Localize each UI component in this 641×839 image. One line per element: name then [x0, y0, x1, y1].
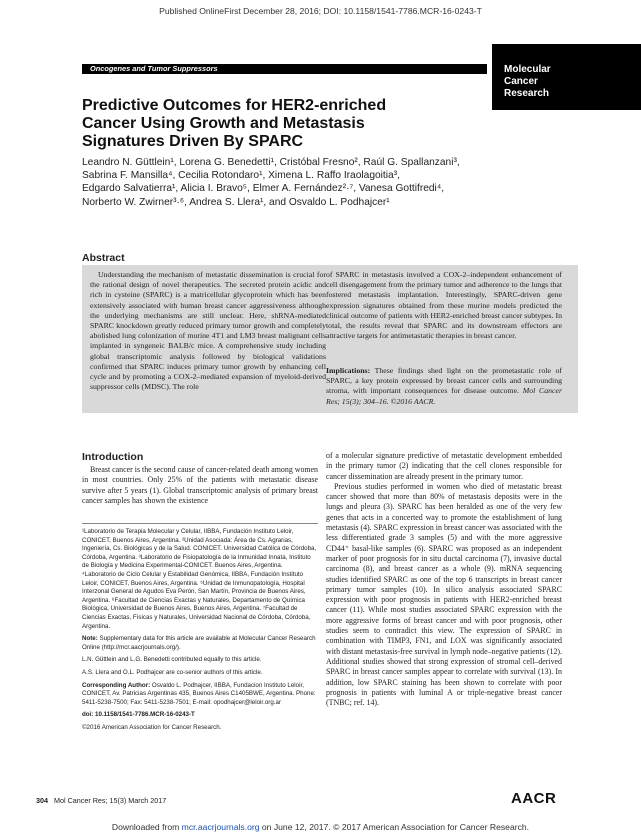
journal-logo-box	[492, 44, 641, 110]
abstract-heading: Abstract	[82, 252, 125, 264]
right-column-text	[326, 451, 562, 708]
download-banner	[0, 822, 641, 832]
download-suffix: on June 12, 2017. © 2017 American Association for Cancer Research.	[259, 822, 530, 832]
copyright-line: ©2016 American Association for Cancer Research.	[82, 723, 222, 731]
introduction-heading: Introduction	[82, 451, 144, 463]
doi-line: doi: 10.1158/1541-7786.MCR-16-0243-T	[82, 711, 195, 719]
page-number: 304	[36, 796, 48, 805]
footnotes	[82, 528, 318, 736]
section-label: Oncogenes and Tumor Suppressors	[90, 64, 218, 73]
co-senior-note: A.S. Llera and O.L. Podhajcer are co-senior authors of this article.	[82, 668, 263, 676]
note-text: Supplementary data for this article are available at Molecular Cancer Research Online (http://mcr.aacrjournals.org/).	[82, 635, 316, 651]
journal-name-line3: Research	[504, 88, 550, 99]
published-online-banner: Published OnlineFirst December 28, 2016; DOI: 10.1158/1541-7786.MCR-16-0243-T	[159, 6, 482, 16]
footer-journal-info: Mol Cancer Res; 15(3) March 2017	[54, 796, 167, 805]
author-list	[82, 156, 502, 209]
authors-line-4: Norberto W. Zwirner³·⁶, Andrea S. Llera¹, and Osvaldo L. Podhajcer¹	[82, 196, 390, 208]
journal-name-line1: Molecular	[504, 64, 551, 75]
abstract-implications	[326, 366, 562, 407]
implications-text: These findings shed light on the prometastatic role of SPARC, a key protein expressed by breast cancer cells and surrounding stroma, with important consequences for disease outcome.	[326, 366, 562, 396]
title-line-2: Cancer Using Growth and Metastasis	[82, 115, 365, 132]
authors-line-2: Sabrina F. Mansilla⁴, Cecilia Rotondaro¹, Ximena L. Raffo Iraolagoitia³,	[82, 170, 400, 182]
introduction-paragraph-1: Breast cancer is the second cause of cancer-related death among women in most countries. Only 25% of the patients with metastatic disease survive after 5 years (1). Global transcriptomic analysis of primary breast cancer samples has shown the existence	[82, 465, 318, 505]
equal-contribution-note: L.N. Güttlein and L.G. Benedetti contributed equally to this article.	[82, 656, 262, 664]
corresponding-label: Corresponding Author:	[82, 681, 151, 689]
title-line-1: Predictive Outcomes for HER2-enriched	[82, 97, 387, 114]
download-prefix: Downloaded from	[111, 822, 182, 832]
abstract-citation: Mol Cancer Res; 15(3); 304–16. ©2016 AACR.	[326, 386, 562, 406]
corresponding-author	[82, 682, 318, 708]
corresponding-text: Osvaldo L. Podhajcer, IIBBA, Fundacion Instituto Leloir, CONICET, Av. Patricias Argentinas 435, Buenos Aires C1405BWE, Argentina. Phone: 5411-5238-7500; Fax: 5411-5238-7501; E-mail: opodhajcer@leloir.org.ar	[82, 681, 316, 706]
journal-site-link[interactable]: mcr.aacrjournals.org	[181, 822, 260, 832]
authors-line-1: Leandro N. Güttlein¹, Lorena G. Benedetti¹, Cristóbal Fresno², Raúl G. Spallanzani³,	[82, 157, 460, 168]
abstract-left-text: Understanding the mechanism of metastatic dissemination is crucial for the rational design of novel therapeutics. The secreted protein acidic and rich in cysteine (SPARC) is a matricellular glycoprotein which has been extensively associated with human breast cancer aggressiveness although the underlying mechanisms are still unclear. Here, shRNA-mediated SPARC knockdown greatly reduced primary tumor growth and completely abolished lung colonization of murine 4T1 and LM3 breast malignant cells implanted in syngeneic BALB/c mice. A comprehensive study including global transcriptomic analysis followed by biological validations confirmed that SPARC induces primary tumor growth by enhancing cell cycle and by promoting a COX-2–mediated expansion of myeloid-derived suppressor cells (MDSC). The role	[90, 270, 326, 392]
implications-label: Implications:	[326, 366, 371, 375]
article-title	[82, 97, 482, 151]
authors-line-3: Edgardo Salvatierra¹, Alicia I. Bravo⁵, Elmer A. Fernández²·⁷, Vanesa Gottifredi⁴,	[82, 183, 445, 195]
right-paragraph-2: Previous studies performed in women who died of metastatic breast cancer showed that more than 80% of metastasis deposits were in the lungs and pleura (3). SPARC has been heralded as one of the very few genes that acts in a concerted way to promote the establishment of lung metastasis (4). SPARC expression in breast cancer was associated with the less differentiated grade 3 samples (5) and with the more aggressive CD44⁺ basal-like samples (6). SPARC was proposed as an independent marker of poor prognosis for in situ ductal carcinoma (7), invasive ductal carcinoma (8), and breast cancer as a whole (9). mRNA sequencing studies identified SPARC as one of the top 6 transcripts in breast cancer primary tumor samples (10). In silico analysis associated SPARC expression with poor prognosis in patients with HER2-enriched breast cancer (11). While most studies associated SPARC expression with the more aggressive forms of breast cancer and with poor prognosis, other studies seem to contradict this view. The expression of SPARC in combination with TIMP3, FN1, and LOX was significantly associated with distant metastasis-free survival in lymph node–negative patients (12). Additional studies showed that strong expression of stromal cell–derived SPARC in breast cancer samples appear to correlate with survival (13). In addition, low SPARC staining has been shown to correlate with poor prognosis in patients with luminal A or triple-negative breast cancer (TNBC; ref. 14).	[326, 481, 562, 708]
journal-name-line2: Cancer	[504, 76, 538, 87]
abstract-right-text: of SPARC in metastasis involved a COX-2–independent enhancement of cell disengagement from the primary tumor and adherence to the lungs that fostered metastasis implantation. Interestingly, SPARC-driven gene expression signatures obtained from these murine models predicted the clinical outcome of patients with HER2-enriched breast cancer subtypes. In total, the results reveal that SPARC and its downstream effectors are attractive targets for antimetastatic therapies in breast cancer.	[326, 270, 562, 341]
affiliations-footnote: ¹Laboratorio de Terapia Molecular y Celular, IIBBA, Fundación Instituto Leloir, CONICET, Buenos Aires, Argentina. ²Unidad Asociada: Área de Cs. Agrarias, Ingeniería, Cs. Biológicas y de la Salud. CONICET. Universidad Católica de Córdoba, Córdoba, Argentina. ³Laboratorio de Fisiopatología de la Inmunidad Innata, Instituto de Biología y Medicina Experimental-CONICET. Buenos Aires, Argentina. ⁴Laboratorio de Ciclo Celular y Estabilidad Genómica, IIBBA, Fundación Instituto Leloir, CONICET, Buenos Aires, Argentina. ⁵Unidad de Inmunopatología, Hospital Interzonal General de Agudos Eva Perón, San Martín, Provincia de Buenos Aires, Argentina. ⁶Facultad de Ciencias Exactas y Naturales, Departamento de Química Biológica, Universidad de Buenos Aires, Buenos Aires, Argentina. ⁷Facultad de Ciencias Exactas, Físicas y Naturales, Universidad Nacional de Córdoba, Córdoba, Argentina.	[82, 528, 317, 630]
supplementary-note	[82, 635, 318, 652]
note-label: Note:	[82, 635, 98, 643]
footnote-divider	[82, 523, 318, 524]
right-paragraph-1: of a molecular signature predictive of metastatic development embedded in the primary tumor (2) indicating that the cell clones responsible for cancer dissemination are already present in the primary tumor.	[326, 451, 562, 481]
aacr-logo: AACR	[511, 790, 557, 807]
title-line-3: Signatures Driven By SPARC	[82, 133, 304, 150]
